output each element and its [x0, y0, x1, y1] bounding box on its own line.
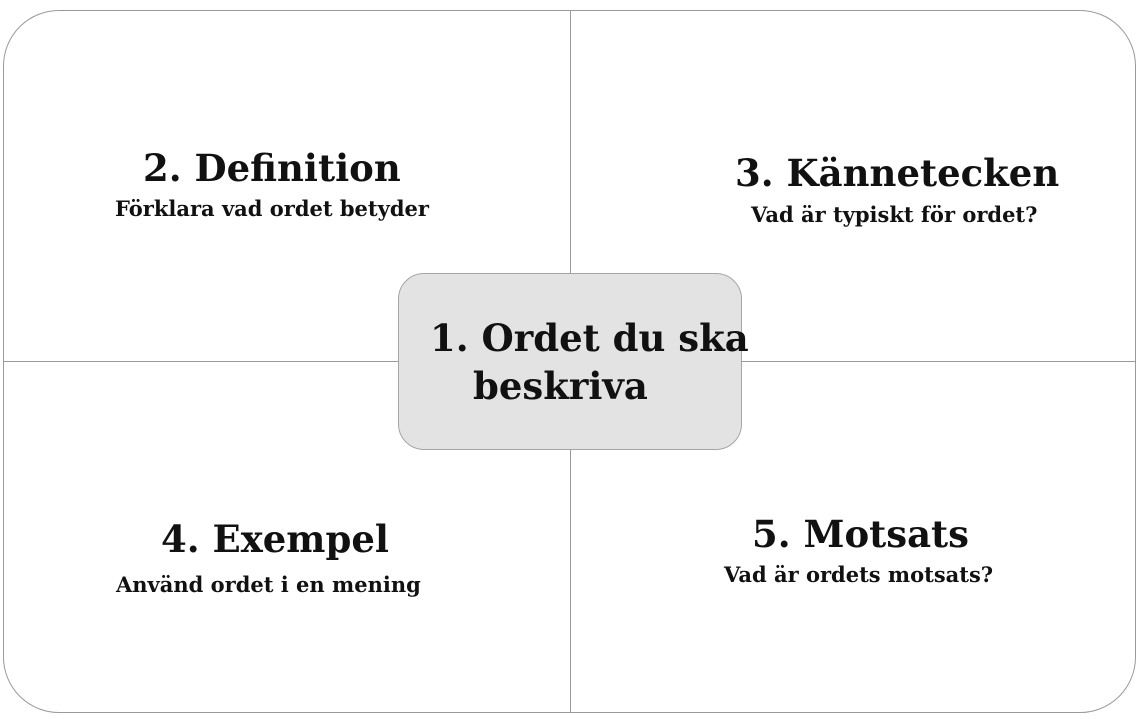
divider-vertical-bottom [570, 450, 571, 713]
definition-title: 2. Definition [143, 146, 401, 190]
kannetecken-title: 3. Kännetecken [735, 151, 1060, 195]
divider-horizontal-left [3, 361, 398, 362]
divider-horizontal-right [742, 361, 1136, 362]
exempel-title: 4. Exempel [161, 517, 389, 561]
center-word-line-2: beskriva [473, 364, 648, 408]
motsats-title: 5. Motsats [752, 512, 969, 556]
kannetecken-subtitle: Vad är typiskt för ordet? [751, 202, 1038, 227]
definition-subtitle: Förklara vad ordet betyder [115, 196, 429, 221]
motsats-subtitle: Vad är ordets motsats? [724, 562, 994, 587]
divider-vertical-top [570, 10, 571, 273]
exempel-subtitle: Använd ordet i en mening [116, 572, 421, 597]
center-word-box [398, 273, 742, 450]
center-word-line-1: 1. Ordet du ska [430, 316, 749, 360]
